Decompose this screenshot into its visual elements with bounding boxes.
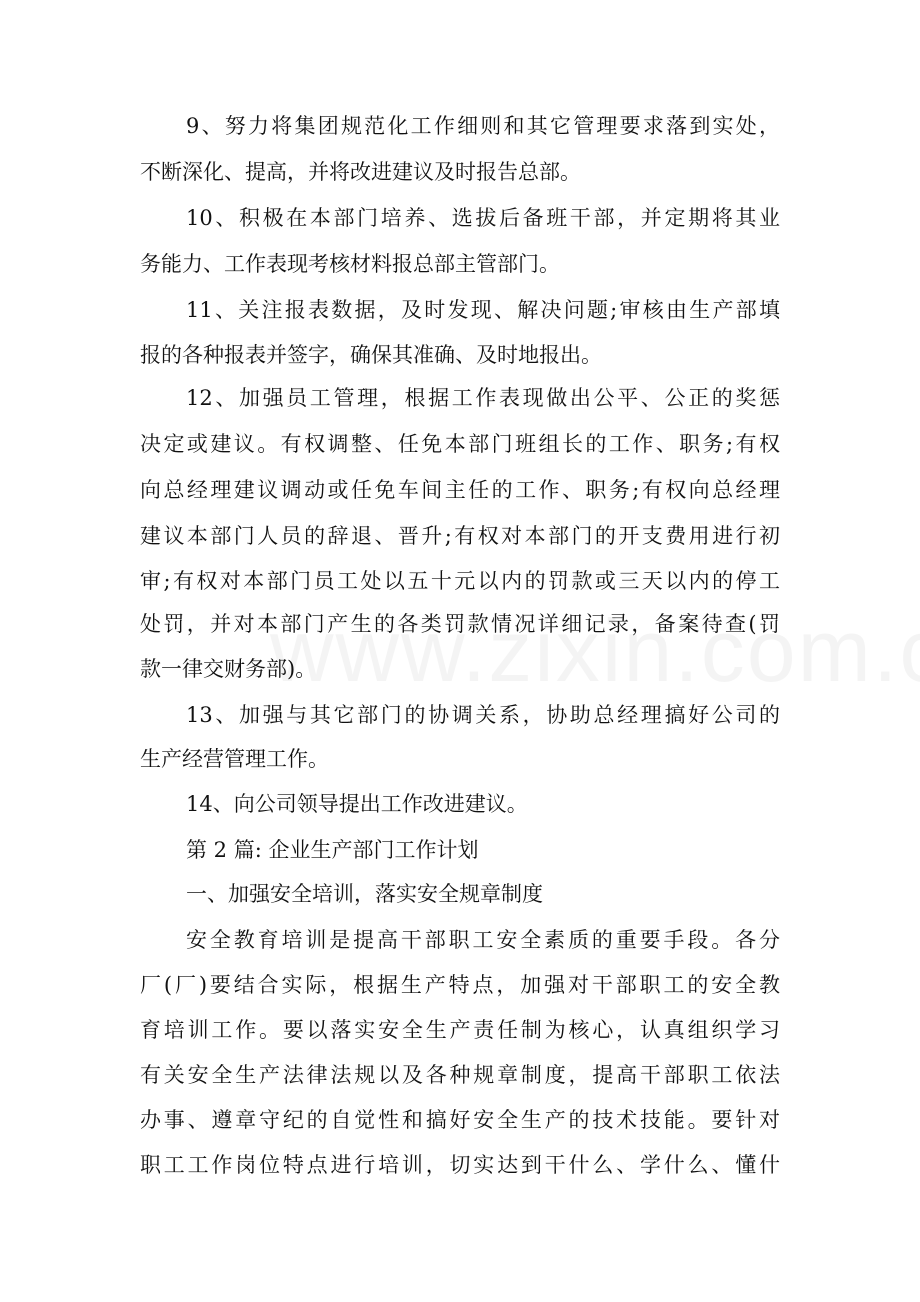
body-paragraph-line-4: 有关安全生产法律法规以及各种规章制度，提高干部职工依法 [140,1063,780,1087]
paragraph-11-line-1: 11、关注报表数据，及时发现、解决问题;审核由生产部填 [186,298,780,322]
paragraph-12-line-3: 向总经理建议调动或任免车间主任的工作、职务;有权向总经理 [140,478,780,502]
paragraph-11-line-2: 报的各种报表并签字，确保其准确、及时地报出。 [140,343,602,367]
body-paragraph-line-2: 厂(厂)要结合实际，根据生产特点，加强对干部职工的安全教 [140,973,780,997]
body-paragraph-line-5: 办事、遵章守纪的自觉性和搞好安全生产的技术技能。要针对 [140,1108,780,1132]
paragraph-12-line-1: 12、加强员工管理，根据工作表现做出公平、公正的奖惩 [186,386,780,410]
paragraph-12-line-6: 处罚，并对本部门产生的各类罚款情况详细记录，备案待查(罚 [140,612,780,636]
paragraph-9-line-2: 不断深化、提高，并将改进建议及时报告总部。 [140,160,581,184]
paragraph-12-line-5: 审;有权对本部门员工处以五十元以内的罚款或三天以内的停工 [140,569,780,593]
body-paragraph-line-3: 育培训工作。要以落实安全生产责任制为核心，认真组织学习 [140,1018,780,1042]
paragraph-13-line-1: 13、加强与其它部门的协调关系，协助总经理搞好公司的 [186,703,780,727]
paragraph-10-line-1: 10、积极在本部门培养、选拔后备班干部，并定期将其业 [186,206,780,230]
body-paragraph-line-6: 职工工作岗位特点进行培训，切实达到干什么、学什么、懂什 [140,1153,780,1177]
paragraph-9-line-1: 9、努力将集团规范化工作细则和其它管理要求落到实处， [186,114,780,138]
paragraph-12-line-7: 款一律交财务部)。 [140,657,317,681]
paragraph-12-line-4: 建议本部门人员的辞退、晋升;有权对本部门的开支费用进行初 [140,524,780,548]
body-paragraph-line-1: 安全教育培训是提高干部职工安全素质的重要手段。各分 [186,928,780,952]
paragraph-14-line-1: 14、向公司领导提出工作改进建议。 [186,792,528,816]
paragraph-13-line-2: 生产经营管理工作。 [140,747,329,771]
paragraph-12-line-2: 决定或建议。有权调整、任免本部门班组长的工作、职务;有权 [140,432,780,456]
section-title: 第 2 篇: 企业生产部门工作计划 [186,838,479,862]
paragraph-10-line-2: 务能力、工作表现考核材料报总部主管部门。 [140,252,560,276]
subheading: 一、加强安全培训，落实安全规章制度 [186,882,543,906]
